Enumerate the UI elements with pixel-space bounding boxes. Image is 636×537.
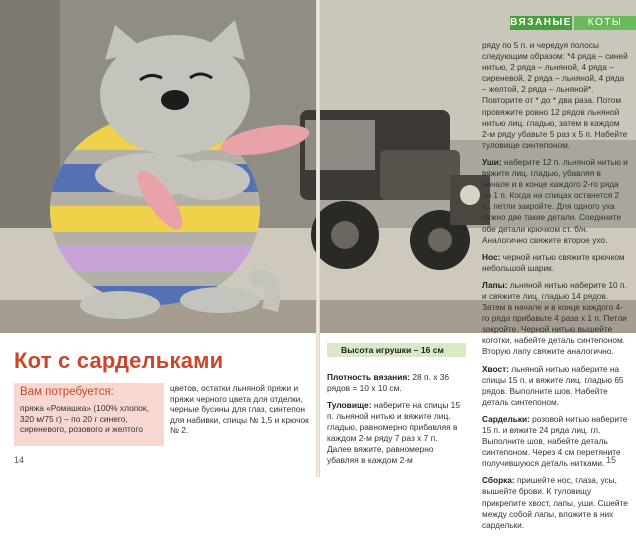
density-lead: Плотность вязания: bbox=[327, 372, 411, 382]
toy-height-label: Высота игрушки – 16 см bbox=[327, 343, 466, 357]
ears-text: наберите 12 п. льняной нитью и вяжите лиц. гладью, убавляя в начале и в конце каждого 2-го ряда по 1 п. Когда на спицах останется 2 п., петли закройте. Для одного уха нужно две такие детали. Соедините обе детали крючком ст. б/н. Аналогично свяжите второе ухо. bbox=[482, 156, 628, 245]
paws-text: льняной нитью наберите 10 п. и свяжите лиц. гладью 14 рядов. Затем в начале и в конце каждого 4-го ряда прибавьте 4 раза х 1 п. Петли закройте. Черной нитью вышейте коготки, набейте деталь синтепоном. Вторую лапу свяжите аналогично. bbox=[482, 279, 627, 357]
tail-paragraph bbox=[482, 364, 628, 408]
density-text: 28 п. х 36 рядов = 10 х 10 см. bbox=[327, 372, 450, 393]
ears-lead: Уши: bbox=[482, 156, 502, 167]
paws-lead: Лапы: bbox=[482, 279, 508, 290]
body-text: наберите на спицы 15 п. льняной нитью и вяжите лиц. гладью, равномерно прибавляя в каждом 2-м ряду 7 раз х 7 п. Далее вяжите, равномерно убавляя в каждом 2-м bbox=[327, 400, 460, 465]
page-number-left: 14 bbox=[14, 455, 25, 465]
body-paragraph bbox=[327, 400, 462, 466]
article-title: Кот с сардельками bbox=[14, 348, 224, 373]
assembly-text: пришейте нос, глаза, усы, вышейте брови. К туловищу прикрепите хвост, лапы, уши. Сшейте между собой лапы, вложите в них сардельки. bbox=[482, 475, 628, 530]
assembly-lead: Сборка: bbox=[482, 475, 515, 486]
ears-paragraph bbox=[482, 157, 628, 246]
nose-lead: Нос: bbox=[482, 251, 501, 262]
density-paragraph bbox=[327, 372, 462, 394]
materials-heading: Вам потребуется: bbox=[20, 386, 114, 398]
paws-paragraph bbox=[482, 280, 628, 358]
instructions-column-1 bbox=[327, 343, 462, 465]
page-number-right: 15 bbox=[606, 455, 617, 465]
continued-text: ряду по 5 п. и чередуя полосы следующим образом: *4 ряда – синей нитью, 2 ряда – льняной, 4 ряда – сиреневой, 2 ряда – льняной, 4 ряда – желтой, 2 ряда – льняной*. Повторите от * до * два раза. Потом провяжите ровно 12 рядов льняной нитью лиц. гладью, затем в каждом 2-м ряду убавьте 5 раз х 5 п. Набейте туловище синтепоном. bbox=[482, 40, 628, 150]
section-tag-knitted: ВЯЗАНЫЕ bbox=[510, 17, 572, 28]
materials-text-part-1: пряжа «Ромашка» (100% хлопок, 320 м/75 г) – по 20 г синего, сиреневого, розового и желтого bbox=[20, 403, 149, 434]
nose-text: черной нитью свяжите крючком небольшой шарик. bbox=[482, 251, 625, 273]
continued-paragraph bbox=[482, 40, 628, 151]
book-spine bbox=[316, 0, 320, 477]
assembly-paragraph bbox=[482, 475, 628, 530]
tail-lead: Хвост: bbox=[482, 363, 509, 374]
sausages-lead: Сардельки: bbox=[482, 413, 530, 424]
materials-text-part-2: цветов, остатки льняной пряжи и пряжи черного цвета для отделки, черные бусины для глаз, синтепон для набивки, спицы № 1,5 и крючок № 2. bbox=[170, 383, 309, 435]
tail-text: льняной нитью наберите на спицы 15 п. и вяжите лиц. гладью 65 рядов. Выполните шов. Набейте деталь синтепоном. bbox=[482, 363, 624, 407]
nose-paragraph bbox=[482, 252, 628, 274]
body-lead: Туловище: bbox=[327, 400, 372, 410]
section-tag-cats: КОТЫ bbox=[574, 16, 636, 30]
sausages-text: розовой нитью наберите 15 п. и вяжите 24 ряда лиц. гл. Выполните шов, набейте деталь синтепоном. Через 4 см перетяните получившуюся деталь нитками. bbox=[482, 413, 628, 469]
